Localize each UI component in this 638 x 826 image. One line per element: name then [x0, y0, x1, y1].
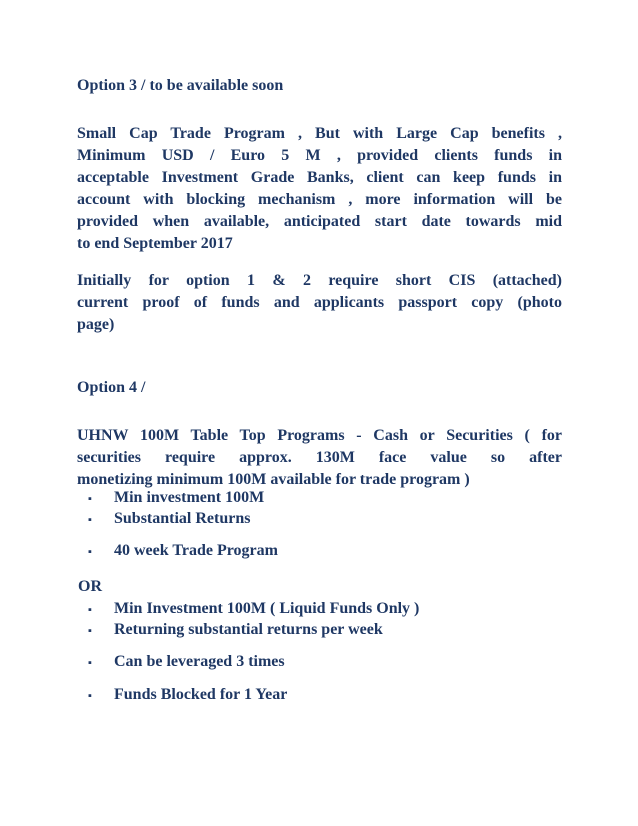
list-item [88, 619, 558, 642]
option4-heading: Option 4 / [77, 379, 146, 396]
option3-line: acceptable Investment Grade Banks, client can keep funds in [77, 169, 562, 186]
list-item-label: Funds Blocked for 1 Year [114, 686, 288, 703]
option4-line: UHNW 100M Table Top Programs - Cash or Securities ( for [77, 427, 562, 444]
option3-line: to end September 2017 [77, 235, 233, 252]
list-item [88, 598, 558, 621]
option3-line: account with blocking mechanism , more information will be [77, 191, 562, 208]
list-item [88, 487, 558, 510]
list-item-label: Min Investment 100M ( Liquid Funds Only ) [114, 600, 420, 617]
option3-line: Small Cap Trade Program , But with Large Cap benefits , [77, 125, 562, 142]
list-item-label: Min investment 100M [114, 489, 265, 506]
bullet-icon: ▪ [88, 514, 92, 526]
requirements-line: page) [77, 316, 115, 333]
list-item [88, 684, 558, 707]
or-label: OR [78, 578, 102, 595]
list-item [88, 540, 558, 563]
bullet-icon: ▪ [88, 625, 92, 637]
option3-line: Minimum USD / Euro 5 M , provided clients funds in [77, 147, 562, 164]
list-item [88, 508, 558, 531]
list-item [88, 651, 558, 674]
option4-line: securities require approx. 130M face value so after [77, 449, 562, 466]
list-item-label: Substantial Returns [114, 510, 251, 527]
option3-line: provided when available, anticipated start date towards mid [77, 213, 562, 230]
requirements-line: current proof of funds and applicants passport copy (photo [77, 294, 562, 311]
bullet-icon: ▪ [88, 546, 92, 558]
bullet-icon: ▪ [88, 690, 92, 702]
list-item-label: 40 week Trade Program [114, 542, 278, 559]
option3-paragraph [77, 123, 562, 255]
option4-line: monetizing minimum 100M available for trade program ) [77, 471, 470, 488]
option4-paragraph [77, 425, 562, 491]
option3-heading: Option 3 / to be available soon [77, 77, 284, 94]
bullet-icon: ▪ [88, 604, 92, 616]
list-item-label: Can be leveraged 3 times [114, 653, 285, 670]
bullet-icon: ▪ [88, 493, 92, 505]
requirements-line: Initially for option 1 & 2 require short CIS (attached) [77, 272, 562, 289]
requirements-paragraph [77, 270, 562, 336]
bullet-icon: ▪ [88, 657, 92, 669]
list-item-label: Returning substantial returns per week [114, 621, 383, 638]
